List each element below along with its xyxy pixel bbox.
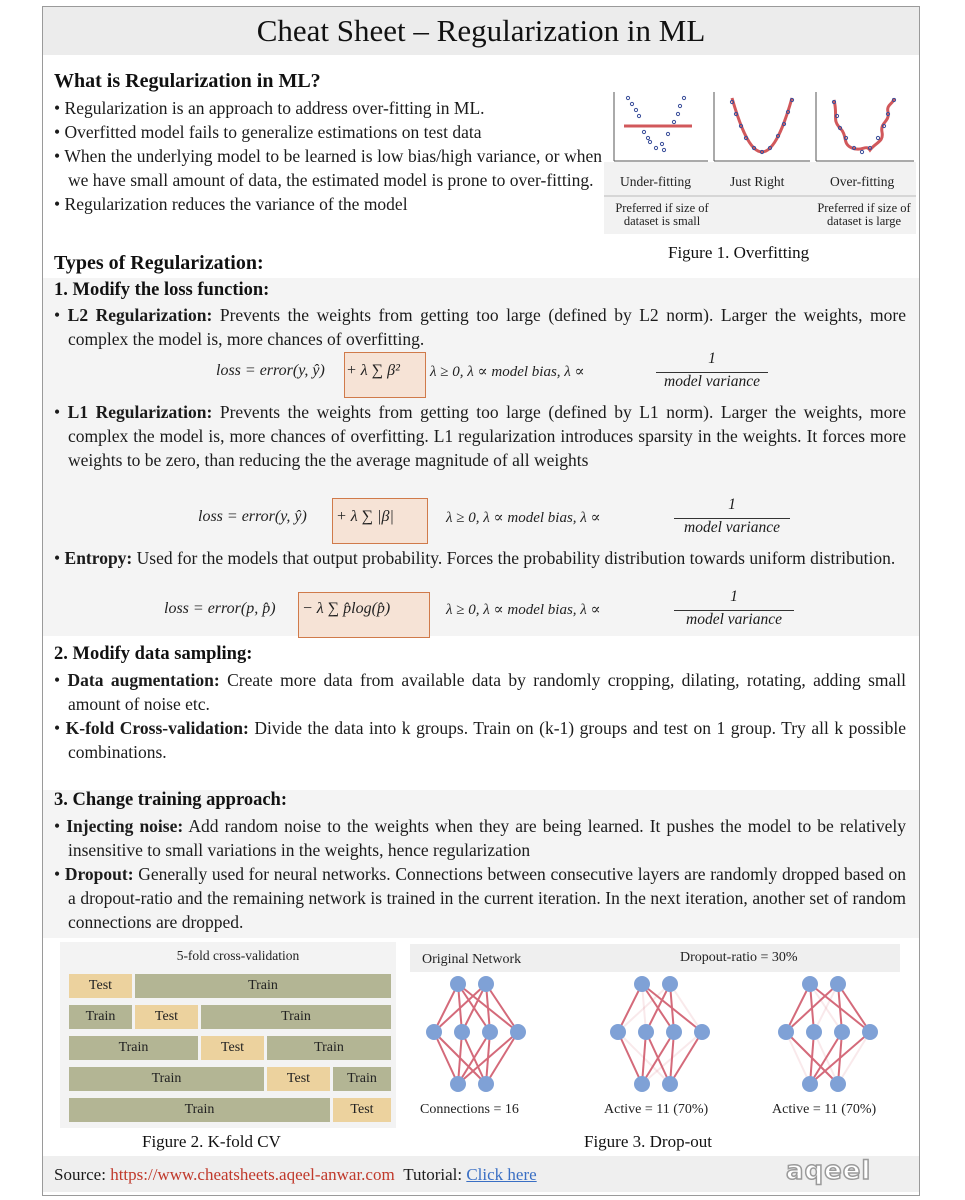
- kfold-title: 5-fold cross-validation: [176, 948, 300, 963]
- l2-frac-num: 1: [708, 350, 716, 367]
- network-node: [662, 976, 678, 992]
- fold-train: Train: [69, 1036, 198, 1060]
- fold-test: Test: [135, 1005, 198, 1029]
- what-heading: What is Regularization in ML?: [54, 70, 321, 92]
- l2-frac-den: model variance: [664, 373, 760, 390]
- active-label-1: Active = 11 (70%): [604, 1102, 709, 1117]
- entropy-condition: λ ≥ 0, λ ∝ model bias, λ ∝: [446, 602, 601, 618]
- network-node: [666, 1024, 682, 1040]
- figure1-caption: Figure 1. Overfitting: [668, 243, 810, 262]
- tutorial-link[interactable]: Click here: [466, 1165, 537, 1184]
- network-edge: [458, 1032, 518, 1084]
- fold-test: Test: [267, 1067, 330, 1091]
- logo: aqeel: [786, 1156, 872, 1186]
- orig-network-label: Original Network: [422, 952, 522, 967]
- types-heading: Types of Regularization:: [54, 252, 264, 274]
- network-node: [834, 1024, 850, 1040]
- figure2-caption: Figure 2. K-fold CV: [142, 1132, 281, 1151]
- fold-test: Test: [333, 1098, 391, 1122]
- l1-condition: λ ≥ 0, λ ∝ model bias, λ ∝: [446, 510, 601, 526]
- l1-loss: loss = error(y, ŷ): [198, 508, 307, 525]
- sec1-heading: 1. Modify the loss function:: [54, 280, 270, 300]
- network-node: [662, 1076, 678, 1092]
- entropy-loss: loss = error(p, p̂): [164, 600, 276, 617]
- active-label-2: Active = 11 (70%): [772, 1102, 877, 1117]
- fold-train: Train: [201, 1005, 391, 1029]
- network-edge: [786, 1032, 810, 1084]
- network-edge: [642, 1032, 702, 1084]
- connections-label: Connections = 16: [420, 1102, 519, 1117]
- source-link[interactable]: https://www.cheatsheets.aqeel-anwar.com: [110, 1165, 395, 1184]
- fold-train: Train: [267, 1036, 391, 1060]
- sec2-heading: 2. Modify data sampling:: [54, 644, 253, 664]
- network-edge: [434, 984, 458, 1032]
- network-node: [806, 1024, 822, 1040]
- page-title: Cheat Sheet – Regularization in ML: [43, 7, 919, 55]
- entropy-frac-den: model variance: [686, 611, 782, 628]
- fold-train: Train: [135, 974, 391, 998]
- network-edge: [810, 1032, 870, 1084]
- l1-frac-den: model variance: [684, 519, 780, 536]
- network-node: [482, 1024, 498, 1040]
- dropout-networks: [410, 972, 902, 1098]
- network-node: [478, 976, 494, 992]
- augmentation-item: • Data augmentation: Create more data from available data by randomly cropping, dilating, rotating, adding small amount of noise etc.: [54, 670, 906, 714]
- fig1-label: Just Right: [730, 174, 785, 189]
- network-node: [694, 1024, 710, 1040]
- list-item: • Regularization reduces the variance of the model: [54, 194, 408, 214]
- what-bullet-list: [54, 96, 602, 216]
- kfold-item: • K-fold Cross-validation: Divide the data into k groups. Train on (k-1) groups and test on 1 group. Try all k possible combinations.: [54, 718, 906, 762]
- noise-item: • Injecting noise: Add random noise to the weights when they are being learned. It pushes the model to be relatively insensitive to small variations in the weights, hence regularization: [54, 816, 907, 860]
- network-node: [454, 1024, 470, 1040]
- dropout-ratio-label: Dropout-ratio = 30%: [680, 950, 798, 965]
- fold-train: Train: [333, 1067, 391, 1091]
- fold-train: Train: [69, 1098, 330, 1122]
- l1-frac-num: 1: [728, 496, 736, 513]
- network-node: [510, 1024, 526, 1040]
- network-node: [634, 976, 650, 992]
- fig1-pref-left: Preferred if size of dataset is small: [615, 201, 709, 228]
- l2-reg-term: + λ ∑ β²: [346, 362, 400, 379]
- fold-test: Test: [69, 974, 132, 998]
- network-node: [830, 976, 846, 992]
- figure3-caption: Figure 3. Drop-out: [584, 1132, 712, 1151]
- entropy-reg-term: − λ ∑ p̂log(p̂): [302, 600, 391, 617]
- fold-train: Train: [69, 1005, 132, 1029]
- tutorial-label: Tutorial:: [403, 1165, 463, 1184]
- fig1-label: Over-fitting: [830, 174, 895, 189]
- network-node: [802, 976, 818, 992]
- network-node: [634, 1076, 650, 1092]
- l2-condition: λ ≥ 0, λ ∝ model bias, λ ∝: [430, 364, 585, 380]
- network-node: [862, 1024, 878, 1040]
- network-node: [802, 1076, 818, 1092]
- network-node: [426, 1024, 442, 1040]
- sec3-heading: 3. Change training approach:: [54, 790, 287, 810]
- fig1-pref-right: Preferred if size of dataset is large: [817, 201, 911, 228]
- network-node: [450, 1076, 466, 1092]
- fig1-label: Under-fitting: [620, 174, 691, 189]
- l1-reg-term: + λ ∑ |β|: [336, 508, 394, 525]
- network-node: [478, 1076, 494, 1092]
- network-edge: [786, 984, 810, 1032]
- l2-item: • L2 Regularization: Prevents the weights from getting too large (defined by L2 norm). Larger the weights, more complex the model is, more chances of overfitting.: [54, 305, 906, 349]
- list-item: • When the underlying model to be learned is low bias/high variance, or when we have small amount of data, the estimated model is prone to over-fitting.: [54, 146, 602, 190]
- network-node: [830, 1076, 846, 1092]
- list-item: • Overfitted model fails to generalize estimations on test data: [54, 122, 482, 142]
- network-node: [450, 976, 466, 992]
- network-node: [638, 1024, 654, 1040]
- network-edge: [434, 1032, 458, 1084]
- network-node: [610, 1024, 626, 1040]
- entropy-item: • Entropy: Used for the models that output probability. Forces the probability distribution towards uniform distribution.: [54, 548, 896, 568]
- l1-item: • L1 Regularization: Prevents the weights from getting too large (defined by L1 norm). Larger the weights, more complex the model is, more chances of overfitting. L1 regularization introduces sparsity in the weights. It forces more weights to be zero, than reducing the the average magnitude of all weights: [54, 402, 906, 470]
- footer: [54, 1163, 537, 1187]
- entropy-frac-num: 1: [730, 588, 738, 605]
- list-item: • Regularization is an approach to address over-fitting in ML.: [54, 98, 485, 118]
- network-edge: [618, 1032, 642, 1084]
- source-label: Source:: [54, 1165, 106, 1184]
- fold-test: Test: [201, 1036, 264, 1060]
- network-node: [778, 1024, 794, 1040]
- l2-loss: loss = error(y, ŷ): [216, 362, 325, 379]
- network-edge: [618, 984, 642, 1032]
- fold-train: Train: [69, 1067, 264, 1091]
- dropout-item: • Dropout: Generally used for neural networks. Connections between consecutive layers are randomly dropped based on a dropout-ratio and the remaining network is trained in the current iteration. In the next iteration, another set of random connections are dropped.: [54, 864, 906, 932]
